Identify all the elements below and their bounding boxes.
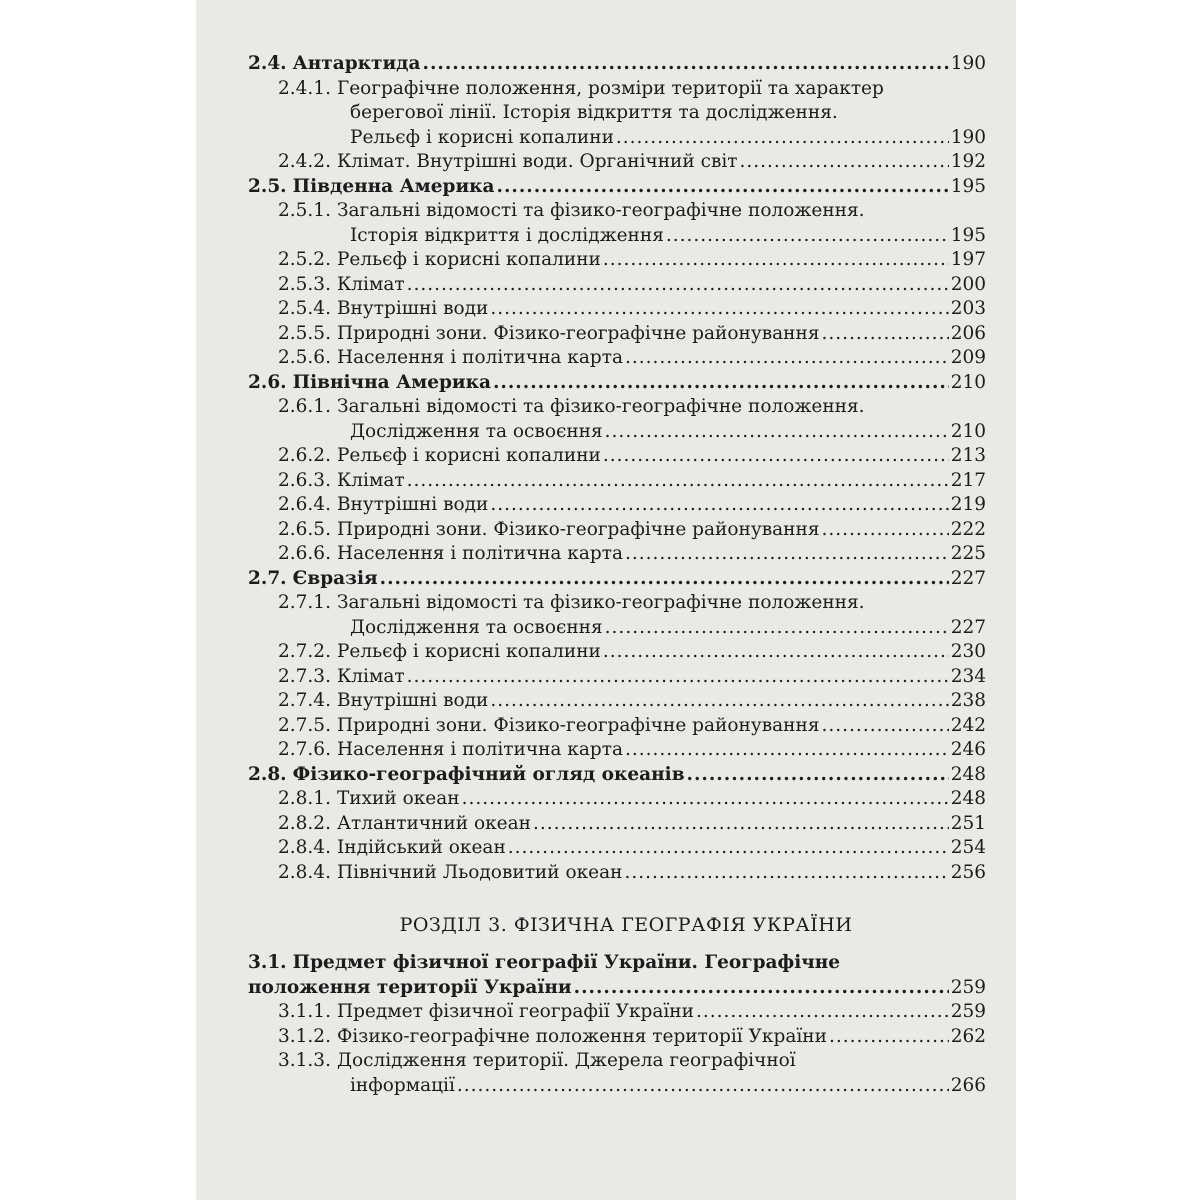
toc-entry-page: 234 — [950, 665, 986, 687]
toc-entry-title: Природні зони. Фізико-географічне районування — [336, 322, 820, 344]
toc-entry — [248, 248, 986, 273]
toc-entry-number: 2.7.4. — [278, 690, 331, 711]
toc-entry — [248, 420, 986, 445]
dot-leader — [822, 322, 949, 347]
toc-entry-title: положення території України — [248, 976, 572, 998]
toc-entry-page: 259 — [950, 1001, 986, 1022]
toc-entry-page: 206 — [950, 322, 986, 344]
toc-entry — [248, 493, 986, 518]
toc-entry — [248, 469, 986, 494]
toc-entry — [248, 150, 986, 175]
dot-leader — [666, 224, 949, 249]
toc-entry-page: 195 — [950, 224, 986, 246]
toc-entry-title: Загальні відомості та фізико-географічне положення. — [336, 396, 865, 417]
toc-entry-title: Індійський океан — [336, 837, 506, 858]
toc-entry — [248, 640, 986, 665]
toc-entry-page: 266 — [950, 1074, 986, 1096]
toc-entry-title: Атлантичний океан — [336, 812, 531, 834]
toc-entry-number: 3.1.2. — [278, 1025, 331, 1047]
toc-entry — [248, 1000, 986, 1025]
toc-entry-title: берегової лінії. Історія відкриття та дослідження. — [350, 102, 838, 123]
toc-entry-number: 2.8. — [248, 763, 287, 785]
toc-entry — [248, 812, 986, 837]
toc-entry-page: 210 — [950, 371, 986, 393]
toc-entry-page: 227 — [950, 567, 986, 589]
toc-entry — [248, 395, 986, 420]
toc-entry — [248, 101, 986, 126]
dot-leader — [822, 714, 949, 739]
toc-entry — [248, 616, 986, 641]
toc-entry — [248, 52, 986, 77]
toc-entry-title: Історія відкриття і дослідження — [350, 224, 664, 246]
toc-entry — [248, 199, 986, 224]
book-page — [196, 0, 1016, 1200]
dot-leader — [603, 640, 949, 665]
toc-entry-number: 2.5. — [248, 175, 287, 197]
toc-entry-number: 3.1.3. — [278, 1050, 331, 1071]
dot-leader — [603, 444, 949, 469]
toc-entry-title: Тихий океан — [336, 788, 460, 809]
toc-entry — [248, 1074, 986, 1099]
toc-entry-title: Фізико-географічне положення території України — [336, 1025, 827, 1047]
toc-entry-number: 2.7.2. — [278, 641, 331, 662]
toc-entry-title: Загальні відомості та фізико-географічне положення. — [336, 200, 865, 221]
toc-entry-number: 2.7.5. — [278, 714, 331, 736]
toc-entry-number: 2.6.2. — [278, 445, 331, 466]
toc-entry-title: Дослідження та освоєння — [350, 420, 603, 442]
toc-entry-title: Дослідження та освоєння — [350, 616, 603, 638]
toc-entry — [248, 738, 986, 763]
toc-entry — [248, 787, 986, 812]
toc-entry-page: 246 — [950, 739, 986, 760]
toc-entry-page: 251 — [950, 812, 986, 834]
toc-entry-title: Північна Америка — [292, 371, 491, 393]
toc-entry-number: 2.4.1. — [278, 77, 331, 99]
toc-entry-page: 200 — [950, 273, 986, 295]
toc-entry-title: Населення і політична карта — [336, 739, 624, 760]
toc-entry-number: 2.4. — [248, 53, 287, 74]
dot-leader — [380, 567, 949, 592]
toc-entry-title: Предмет фізичної географії України. Географічне — [292, 952, 841, 973]
toc-entry — [248, 591, 986, 616]
toc-entry-title: Клімат — [336, 469, 405, 491]
toc-entry — [248, 444, 986, 469]
toc-entry — [248, 689, 986, 714]
toc-entry-page: 209 — [950, 347, 986, 368]
toc-entry-number: 2.7.1. — [278, 592, 331, 613]
toc-part-3 — [248, 951, 986, 1098]
dot-leader — [625, 346, 949, 371]
toc-entry-title: Антарктида — [292, 53, 421, 74]
dot-leader — [696, 1000, 949, 1025]
toc-entry-page: 242 — [950, 714, 986, 736]
toc-entry-page: 256 — [950, 861, 986, 883]
toc-entry-number: 2.6.6. — [278, 543, 331, 564]
toc-entry-title: Природні зони. Фізико-географічне районування — [336, 714, 820, 736]
toc-entry-page: 197 — [950, 249, 986, 270]
toc-entry — [248, 951, 986, 976]
toc-entry-title: Внутрішні води — [336, 690, 489, 711]
toc-entry — [248, 297, 986, 322]
toc-entry — [248, 175, 986, 200]
toc-entry — [248, 665, 986, 690]
toc-entry — [248, 1049, 986, 1074]
toc-entry — [248, 518, 986, 543]
toc-entry — [248, 836, 986, 861]
toc-entry — [248, 77, 986, 102]
toc-entry-number: 2.5.4. — [278, 298, 331, 319]
toc-entry-page: 222 — [950, 518, 986, 540]
toc-entry-number: 2.4.2. — [278, 151, 331, 172]
dot-leader — [497, 175, 949, 200]
dot-leader — [740, 150, 949, 175]
toc-entry-title: Предмет фізичної географії України — [336, 1001, 694, 1022]
chapter-heading: РОЗДІЛ 3. ФІЗИЧНА ГЕОГРАФІЯ УКРАЇНИ — [399, 914, 853, 936]
toc-entry-number: 2.7.6. — [278, 739, 331, 760]
toc-entry-page: 230 — [950, 641, 986, 662]
toc-entry-number: 2.5.3. — [278, 273, 331, 295]
toc-entry-number: 3.1. — [248, 952, 287, 973]
toc-entry-page: 203 — [950, 298, 986, 319]
dot-leader — [574, 976, 949, 1001]
toc-entry — [248, 861, 986, 886]
toc-entry — [248, 224, 986, 249]
dot-leader — [457, 1074, 949, 1099]
dot-leader — [533, 812, 949, 837]
toc-entry-number: 2.5.6. — [278, 347, 331, 368]
toc-entry-title: Дослідження території. Джерела географічної — [336, 1050, 796, 1071]
toc-entry — [248, 714, 986, 739]
toc-entry — [248, 976, 986, 1001]
toc-entry-number: 2.6.1. — [278, 396, 331, 417]
dot-leader — [625, 542, 949, 567]
toc-entry-number: 2.5.1. — [278, 200, 331, 221]
dot-leader — [829, 1025, 949, 1050]
dot-leader — [407, 273, 949, 298]
toc-entry-number: 2.5.2. — [278, 249, 331, 270]
dot-leader — [605, 616, 949, 641]
toc-entry-number: 2.5.5. — [278, 322, 331, 344]
toc-entry-page: 225 — [950, 543, 986, 564]
toc-part-2 — [248, 52, 986, 885]
toc-entry-number: 2.8.4. — [278, 861, 331, 883]
toc-entry-title: Фізико-географічний огляд океанів — [292, 763, 685, 785]
dot-leader — [616, 126, 949, 151]
toc-entry-title: Клімат — [336, 273, 405, 295]
toc-entry-title: Північний Льодовитий океан — [336, 861, 623, 883]
toc-entry-title: Географічне положення, розміри території та характер — [336, 77, 884, 99]
toc-entry-title: Клімат. Внутрішні води. Органічний світ — [336, 151, 738, 172]
toc-entry-page: 217 — [950, 469, 986, 491]
toc-entry-page: 210 — [950, 420, 986, 442]
toc-entry — [248, 371, 986, 396]
dot-leader — [624, 861, 948, 886]
dot-leader — [423, 52, 949, 77]
dot-leader — [407, 665, 949, 690]
toc-entry-number: 2.8.1. — [278, 788, 331, 809]
dot-leader — [493, 371, 949, 396]
dot-leader — [490, 689, 948, 714]
dot-leader — [508, 836, 949, 861]
toc-entry-number: 2.6.5. — [278, 518, 331, 540]
toc-entry-title: Рельєф і корисні копалини — [336, 249, 601, 270]
toc-entry-number: 2.8.2. — [278, 812, 331, 834]
toc-entry-page: 219 — [950, 494, 986, 515]
toc-entry — [248, 126, 986, 151]
dot-leader — [490, 493, 948, 518]
toc-entry — [248, 542, 986, 567]
toc-entry-title: Внутрішні води — [336, 494, 489, 515]
toc-entry-number: 2.6.3. — [278, 469, 331, 491]
toc-entry — [248, 567, 986, 592]
toc-entry-number: 2.8.4. — [278, 837, 331, 858]
toc-entry-page: 213 — [950, 445, 986, 466]
toc-entry-page: 192 — [950, 151, 986, 172]
toc-entry-title: Населення і політична карта — [336, 347, 624, 368]
toc-entry-page: 254 — [950, 837, 986, 858]
dot-leader — [490, 297, 948, 322]
toc-entry-title: Населення і політична карта — [336, 543, 624, 564]
toc-entry-number: 2.6.4. — [278, 494, 331, 515]
toc-entry-page: 262 — [950, 1025, 986, 1047]
toc-entry — [248, 1025, 986, 1050]
toc-entry-page: 190 — [950, 126, 986, 148]
toc-entry-title: Природні зони. Фізико-географічне районування — [336, 518, 820, 540]
dot-leader — [822, 518, 949, 543]
toc-entry-page: 248 — [950, 788, 986, 809]
toc-entry-title: Загальні відомості та фізико-географічне положення. — [336, 592, 865, 613]
toc-entry-title: інформації — [350, 1074, 455, 1096]
toc-entry-page: 227 — [950, 616, 986, 638]
dot-leader — [625, 738, 949, 763]
dot-leader — [407, 469, 949, 494]
toc-entry-title: Рельєф і корисні копалини — [336, 641, 601, 662]
toc-entry-number: 2.7. — [248, 567, 287, 589]
table-of-contents — [248, 52, 986, 1098]
toc-entry-number: 3.1.1. — [278, 1001, 331, 1022]
toc-entry-number: 2.6. — [248, 371, 287, 393]
toc-entry-title: Внутрішні води — [336, 298, 489, 319]
toc-entry — [248, 346, 986, 371]
toc-entry-page: 259 — [950, 976, 986, 998]
dot-leader — [605, 420, 949, 445]
toc-entry-page: 248 — [950, 763, 986, 785]
toc-entry-page: 190 — [950, 53, 986, 74]
toc-entry — [248, 763, 986, 788]
toc-entry-page: 195 — [950, 175, 986, 197]
dot-leader — [603, 248, 949, 273]
toc-entry-title: Південна Америка — [292, 175, 495, 197]
toc-entry-number: 2.7.3. — [278, 665, 331, 687]
dot-leader — [687, 763, 949, 788]
toc-entry-title: Рельєф і корисні копалини — [350, 126, 614, 148]
toc-entry-title: Клімат — [336, 665, 405, 687]
toc-entry — [248, 273, 986, 298]
dot-leader — [462, 787, 949, 812]
toc-entry — [248, 322, 986, 347]
toc-entry-page: 238 — [950, 690, 986, 711]
toc-entry-title: Рельєф і корисні копалини — [336, 445, 601, 466]
toc-entry-title: Євразія — [292, 567, 378, 589]
